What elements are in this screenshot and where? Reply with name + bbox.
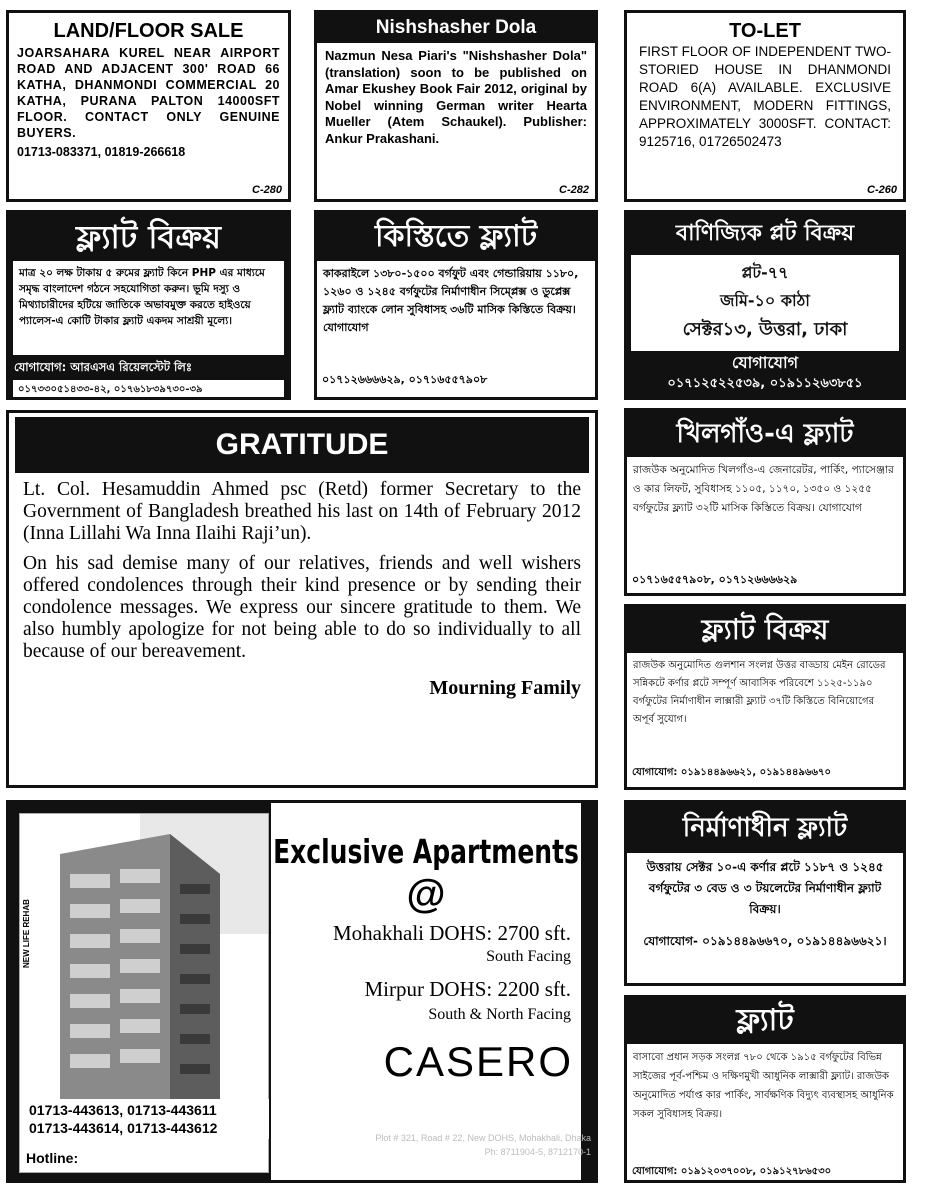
ad-phones: যোগাযোগ: ০১৯১৪৪৯৬৬২১, ০১৯১৪৪৯৬৬৭০ — [632, 767, 832, 778]
ad-body: রাজউক অনুমোদিত গুলশান সংলগ্ন উত্তর বাড্ডায় মেইন রোডের সন্নিকটে কর্ণার প্লটে সম্পূর্ণ আবাসিক পরিবেশে ১১২৫-১১৯০ বর্গফুটের নির্মাণাধীন লাক্সারী ফ্ল্যাট ৩৭টি কিস্তিতে বিনিয়োগের অপূর্ব সুযোগ। — [633, 660, 886, 725]
ad-code: C-260 — [867, 184, 897, 196]
company-info — [281, 1099, 591, 1159]
ad-body: রাজউক অনুমোদিত খিলগাঁও-এ জেনারেটর, পার্কিং, প্যাসেঞ্জার ও কার লিফট, সুবিধাসহ ১১০৫, ১১৭০, ১৩৫০ ও ১২৫৫ বর্গফুটের ফ্ল্যাট ৩২টি মাসিক কিস্তিতে বিক্রয়। যোগাযোগ — [633, 464, 894, 514]
ad-body: JOARSAHARA KUREL NEAR AIRPORT ROAD AND ADJACENT 300' ROAD 66 KATHA, DHANMONDI COMMERCIAL 20 KATHA, PURANA PALTON 14000SFT FLOOR. CONTACT ONLY GENUINE BUYERS. — [17, 46, 280, 140]
ad-title: LAND/FLOOR SALE — [53, 20, 244, 42]
company-name: CASERO DESIGN & DEVELOPMENTS LTD. — [281, 1113, 546, 1128]
gratitude-notice — [6, 410, 598, 788]
ad-phones: ০১৭১২৫২২৫৩৯, ০১৯১১২৬৩৮৫১ — [627, 375, 903, 393]
ad-body: বাসাবো প্রধান সড়ক সংলগ্ন ৭৮০ থেকে ১৯১৫ বর্গফুটের বিভিন্ন সাইজের পূর্ব-পশ্চিম ও দক্ষিণমুখী আধুনিক লাক্সারী ফ্ল্যাট। রাজউক অনুমোদিত পর্যাপ্ত কার পার্কিং, সার্বক্ষণিক বিদ্যুৎ ব্যবস্থাসহ আধুনিক সকল সুবিধাসহ বিক্রয়। — [633, 1052, 894, 1120]
ad-body: Nazmun Nesa Piari's "Nishshasher Dola" (translation) soon to be published on Amar Ekushey Book Fair 2012, original by Nobel winning German writer Hearta Mueller (Atem Schaukel). Publisher: Ankur Prakashani. — [325, 48, 587, 146]
book-publication-ad — [314, 10, 598, 202]
notice-paragraph-1: Lt. Col. Hesamuddin Ahmed psc (Retd) former Secretary to the Government of Bangladesh breathed his last on 14th of February 2012 (Inna Lillahi Wa Inna Ilaihi Raji’un). — [23, 479, 581, 544]
ad-title: Nishshasher Dola — [317, 13, 595, 43]
ad-contact: যোগাযোগ- ০১৯১৪৪৯৬৬৭০, ০১৯১৪৪৯৬৬২১। — [643, 934, 887, 948]
plot-location: সেক্টর১৩, উত্তরা, ঢাকা — [631, 315, 899, 345]
building-illustration — [20, 814, 269, 1104]
company-phone: Ph: 8711904-5, 8712170-1 — [484, 1147, 591, 1157]
under-construction-flat-ad — [624, 800, 906, 986]
location-1: Mohakhali DOHS: 2700 sft. — [333, 921, 571, 945]
ad-title: নির্মাণাধীন ফ্ল্যাট — [627, 803, 903, 853]
land-floor-sale-ad — [6, 10, 291, 202]
notice-signature: Mourning Family — [429, 677, 581, 699]
location-1-facing: South Facing — [486, 948, 571, 965]
brand-logo: CASERO — [383, 1038, 573, 1085]
ad-title: TO-LET — [729, 20, 801, 42]
ad-contact: যোগাযোগ: আরএসএ রিয়েলস্টেট লিঃ — [9, 355, 288, 380]
ad-phones: ০১৭৩৩০৫১৪৩৩-৪২, ০১৭৬১৮৩৯৭৩০-৩৯ — [13, 380, 284, 400]
to-let-ad — [624, 10, 906, 202]
commercial-plot-ad — [624, 210, 906, 400]
location-2: Mirpur DOHS: 2200 sft. — [364, 977, 571, 1001]
ad-body: মাত্র ২০ লক্ষ টাকায় ৫ রুমের ফ্ল্যাট কিনে PHP এর মাধ্যমে সমৃদ্ধ বাংলাদেশ গঠনে সহযোগিতা করুন। ভূমি দস্যু ও মিথ্যাচারীদের হটিয়ে জাতিকে অভাবমুক্ত করতে হাইওয়ে প্যালেস-এ কোটি টাকার ফ্ল্যাট একদম সাশ্রয়ী মূল্যে। — [13, 261, 284, 355]
notice-paragraph-2: On his sad demise many of our relatives, friends and well wishers offered condolences through their kind presence or by sending their condolence messages. We express our sincere gratitude to them. We also humbly apologize for not being able to do so individually to all because of our bereavement. — [23, 553, 581, 662]
casero-ad — [6, 800, 598, 1183]
khilgaon-flat-ad — [624, 408, 906, 596]
hotline-line-1: 01713-443613, 01713-443611 — [29, 1102, 217, 1118]
notice-title: GRATITUDE — [15, 417, 589, 473]
ad-title: খিলগাঁও-এ ফ্ল্যাট — [627, 411, 903, 457]
plot-number: প্লট-৭৭ — [631, 259, 899, 287]
ad-title: বাণিজ্যিক প্লট বিক্রয় — [627, 213, 903, 255]
installment-flat-ad — [314, 210, 598, 400]
location-2-facing: South & North Facing — [428, 1006, 571, 1023]
ad-body: উত্তরায় সেক্টর ১০-এ কর্ণার প্লটে ১১৮৭ ও ১২৪৫ বর্গফুটের ৩ বেড ও ৩ টয়লেটের নির্মাণাধীন ফ্ল্যাট বিক্রয়। — [646, 860, 884, 916]
plot-area: জমি-১০ কাঠা — [631, 287, 899, 315]
flat-sale-badda-ad — [624, 604, 906, 790]
ad-title: ফ্ল্যাট — [627, 998, 903, 1044]
ad-code: C-280 — [252, 184, 282, 196]
headline: Exclusive Apartments — [273, 833, 579, 871]
flat-sale-ad — [6, 210, 291, 400]
ad-phones: 01713-083371, 01819-266618 — [17, 145, 186, 159]
ad-title: কিস্তিতে ফ্ল্যাট — [317, 213, 595, 261]
side-label: NEW LIFE REHAB — [22, 899, 31, 968]
ad-code: C-282 — [559, 184, 589, 196]
ad-body: FIRST FLOOR OF INDEPENDENT TWO-STORIED HOUSE IN DHANMONDI ROAD 6(A) AVAILABLE. EXCLUSIVE ENVIRONMENT, MODERN FITTINGS, APPROXIMATELY 3000SFT. CONTACT: 9125716, 01726502473 — [639, 44, 891, 149]
ad-phones: ০১৭১৬৫৫৭৯০৮, ০১৭১২৬৬৬৬২৯ — [632, 573, 798, 586]
notice-body — [9, 473, 595, 677]
ad-phones: ০১৭১২৬৬৬৬২৯, ০১৭১৬৫৫৭৯০৮ — [322, 373, 488, 386]
ad-contact: যোগাযোগ — [627, 351, 903, 375]
basabo-flat-ad — [624, 995, 906, 1183]
company-address: Plot # 321, Road # 22, New DOHS, Mohakhali, Dhaka — [375, 1133, 591, 1143]
ad-title: ফ্ল্যাট বিক্রয় — [627, 607, 903, 653]
hotline-label: Hotline: — [26, 1150, 79, 1166]
ad-title: ফ্ল্যাট বিক্রয় — [9, 213, 288, 261]
plot-details — [631, 255, 899, 351]
ad-body: কাকরাইলে ১৩৮০-১৫০০ বর্গফুট এবং গেন্ডারিয়ায় ১১৮০, ১২৬০ ও ১২৪৫ বর্গফুটের নির্মাণাধীন সিম্প্লেক্স ও ডুপ্লেক্স ফ্ল্যাট ব্যাংকে লোন সুবিধাসহ ৩৬টি মাসিক কিস্তিতে বিক্রয়। যোগাযোগ — [323, 267, 579, 334]
hotline-line-2: 01713-443614, 01713-443612 — [29, 1120, 218, 1136]
at-symbol: @ — [406, 872, 446, 916]
hotline-block — [25, 1099, 269, 1139]
ad-phones: যোগাযোগ: ০১৯১২০৩৭০০৮, ০১৯১২৭৮৬৫৩০ — [632, 1166, 832, 1177]
